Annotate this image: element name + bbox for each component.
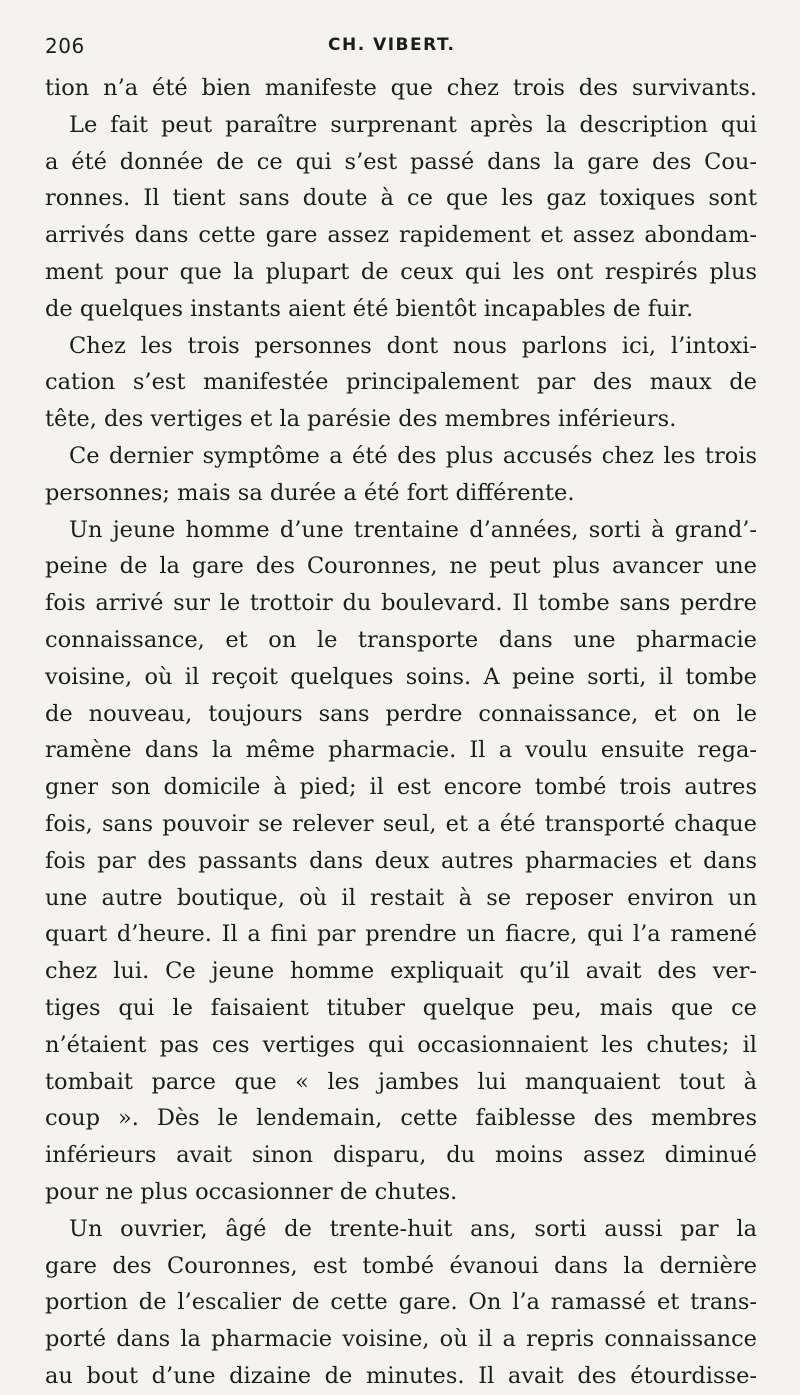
text-line: gare des Couronnes, est tombé évanoui dans la dernière bbox=[45, 1252, 757, 1279]
text-line: Un jeune homme d’une trentaine d’années, sorti à grand’- bbox=[69, 516, 757, 543]
page-header bbox=[45, 34, 755, 64]
text-line: fois arrivé sur le trottoir du boulevard. Il tombe sans perdre bbox=[45, 590, 757, 617]
text-line: coup ». Dès le lendemain, cette faiblesse des membres bbox=[45, 1105, 757, 1132]
text-line: tête, des vertiges et la parésie des membres inférieurs. bbox=[45, 406, 677, 433]
text-line: Chez les trois personnes dont nous parlons ici, l’intoxi- bbox=[69, 332, 757, 359]
page-number: 206 bbox=[45, 34, 85, 58]
text-line: inférieurs avait sinon disparu, du moins assez diminué bbox=[45, 1142, 757, 1169]
text-line: de quelques instants aient été bientôt incapables de fuir. bbox=[45, 295, 694, 322]
text-line: pour ne plus occasionner de chutes. bbox=[45, 1178, 458, 1205]
text-line: Le fait peut paraître surprenant après la description qui bbox=[69, 111, 757, 138]
running-head: CH. VIBERT. bbox=[328, 35, 456, 55]
text-line: cation s’est manifestée principalement par des maux de bbox=[45, 369, 757, 396]
text-line: arrivés dans cette gare assez rapidement et assez abondam- bbox=[45, 222, 757, 249]
text-line: n’étaient pas ces vertiges qui occasionnaient les chutes; il bbox=[45, 1031, 757, 1058]
text-line: a été donnée de ce qui s’est passé dans la gare des Cou- bbox=[45, 148, 757, 175]
text-line: Un ouvrier, âgé de trente-huit ans, sorti aussi par la bbox=[69, 1215, 757, 1242]
text-line: ramène dans la même pharmacie. Il a voulu ensuite rega- bbox=[45, 737, 757, 764]
text-line: de nouveau, toujours sans perdre connaissance, et on le bbox=[45, 700, 757, 727]
text-line: fois, sans pouvoir se relever seul, et a été transporté chaque bbox=[45, 810, 757, 837]
text-line: chez lui. Ce jeune homme expliquait qu’il avait des ver- bbox=[45, 958, 757, 985]
text-line: gner son domicile à pied; il est encore tombé trois autres bbox=[45, 774, 757, 801]
text-line: une autre boutique, où il restait à se reposer environ un bbox=[45, 884, 757, 911]
text-line: tombait parce que « les jambes lui manquaient tout à bbox=[45, 1068, 757, 1095]
text-line: ment pour que la plupart de ceux qui les ont respirés plus bbox=[45, 258, 757, 285]
text-line: quart d’heure. Il a fini par prendre un fiacre, qui l’a ramené bbox=[45, 921, 757, 948]
text-line: Ce dernier symptôme a été des plus accusés chez les trois bbox=[69, 442, 757, 469]
text-line: ronnes. Il tient sans doute à ce que les gaz toxiques sont bbox=[45, 185, 757, 212]
text-line: tiges qui le faisaient tituber quelque peu, mais que ce bbox=[45, 994, 757, 1021]
text-line: portion de l’escalier de cette gare. On l’a ramassé et trans- bbox=[45, 1289, 757, 1316]
text-line: porté dans la pharmacie voisine, où il a repris connaissance bbox=[45, 1326, 757, 1353]
text-line: personnes; mais sa durée a été fort différente. bbox=[45, 479, 575, 506]
body-text bbox=[45, 70, 757, 1395]
text-line: tion n’a été bien manifeste que chez trois des survivants. bbox=[45, 75, 757, 101]
text-line: connaissance, et on le transporte dans une pharmacie bbox=[45, 626, 757, 653]
text-line: voisine, où il reçoit quelques soins. A peine sorti, il tombe bbox=[45, 663, 757, 690]
text-line: peine de la gare des Couronnes, ne peut plus avancer une bbox=[45, 553, 757, 580]
text-line: fois par des passants dans deux autres pharmacies et dans bbox=[45, 847, 757, 874]
text-line: au bout d’une dizaine de minutes. Il avait des étourdisse- bbox=[45, 1362, 757, 1389]
